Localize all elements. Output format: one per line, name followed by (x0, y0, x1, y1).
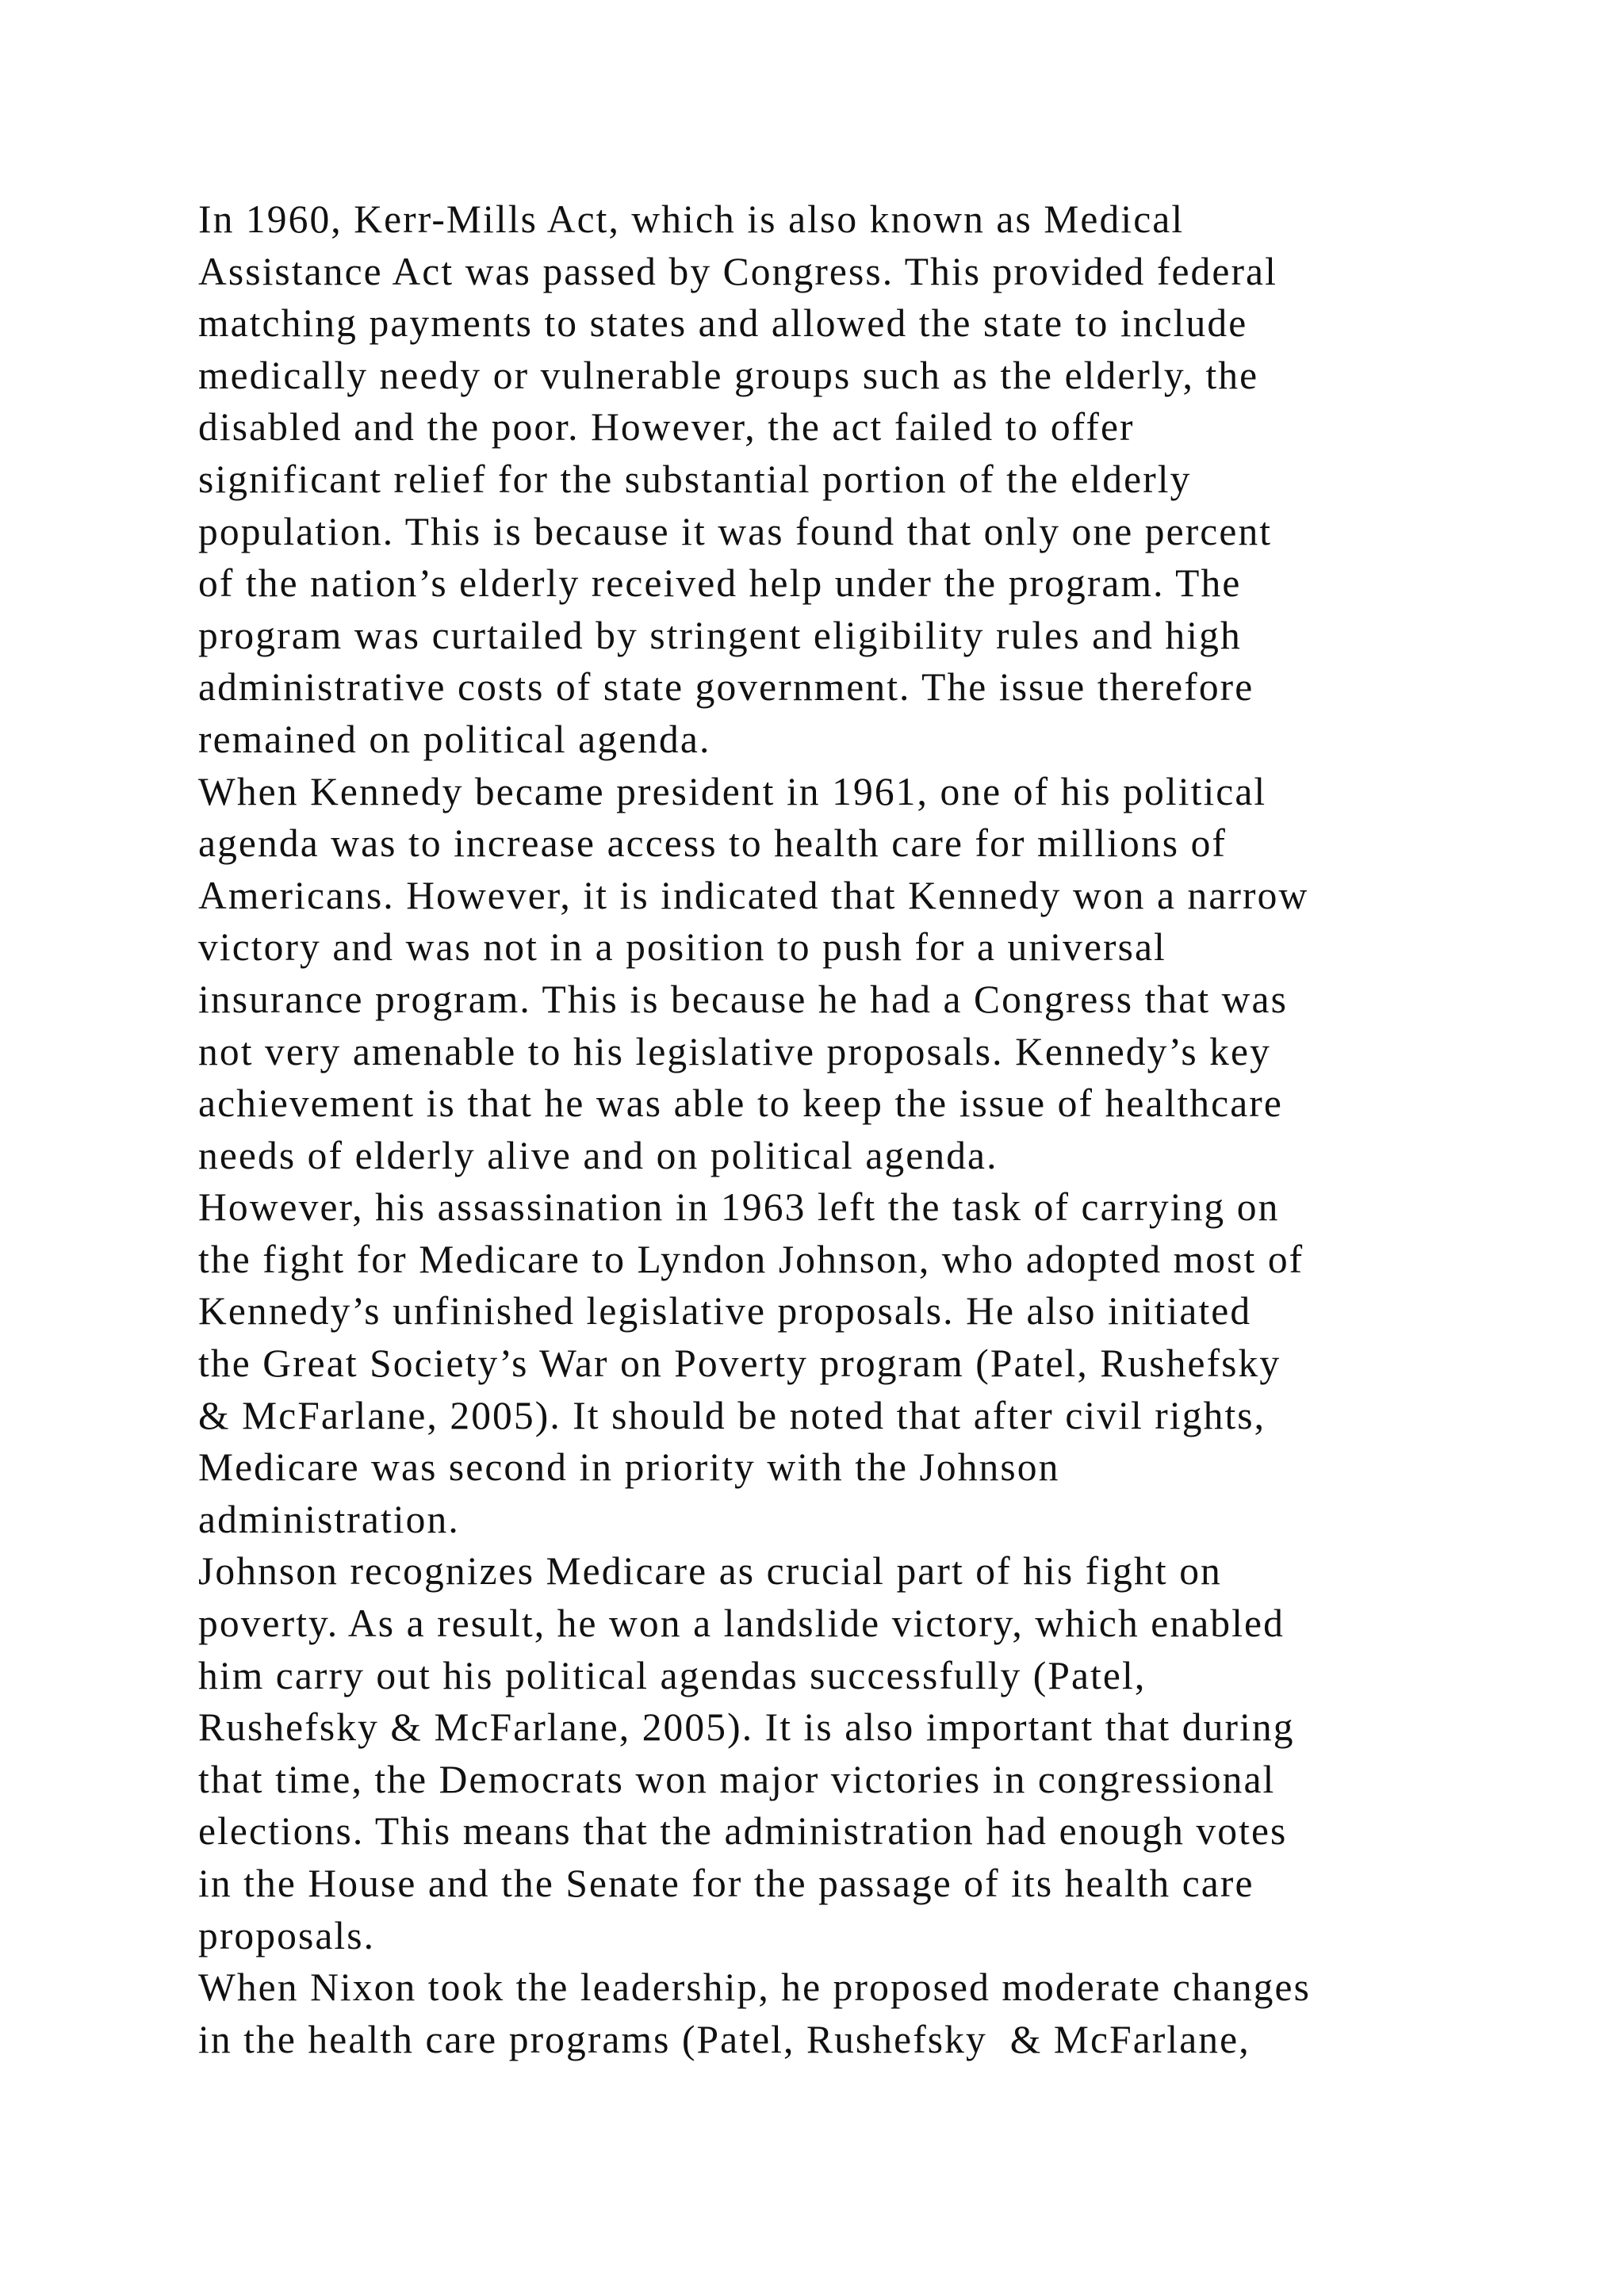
text-line: him carry out his political agendas successfully (Patel, (198, 1653, 1147, 1697)
text-line: population. This is because it was found that only one percent (198, 509, 1273, 553)
text-line: significant relief for the substantial portion of the elderly (198, 457, 1192, 501)
text-line: victory and was not in a position to push for a universal (198, 925, 1166, 970)
text-line: Assistance Act was passed by Congress. This provided federal (198, 249, 1277, 293)
text-line: Americans. However, it is indicated that Kennedy won a narrow (198, 873, 1309, 917)
text-line: elections. This means that the administration had enough votes (198, 1809, 1288, 1854)
text-line: administration. (198, 1497, 460, 1541)
text-line: program was curtailed by stringent eligibility rules and high (198, 613, 1242, 657)
text-line: in the House and the Senate for the passage of its health care (198, 1862, 1254, 1905)
text-line: However, his assassination in 1963 left the task of carrying on (198, 1185, 1280, 1230)
text-line: In 1960, Kerr-Mills Act, which is also known as Medical (198, 197, 1185, 241)
text-line: in the health care programs (Patel, Rushefsky & McFarlane, (198, 2017, 1251, 2061)
text-line: not very amenable to his legislative proposals. Kennedy’s key (198, 1029, 1271, 1073)
text-line: Rushefsky & McFarlane, 2005). It is also important that during (198, 1705, 1295, 1750)
body-text (198, 193, 1499, 2065)
text-line: & McFarlane, 2005). It should be noted that after civil rights, (198, 1393, 1266, 1437)
text-line: matching payments to states and allowed the state to include (198, 301, 1248, 346)
text-line: When Nixon took the leadership, he proposed moderate changes (198, 1965, 1311, 2010)
text-line: medically needy or vulnerable groups such as the elderly, the (198, 353, 1259, 397)
text-line: disabled and the poor. However, the act failed to offer (198, 405, 1135, 450)
text-line: the Great Society’s War on Poverty program (Patel, Rushefsky (198, 1341, 1281, 1386)
text-line: remained on political agenda. (198, 717, 711, 761)
text-line: of the nation’s elderly received help under the program. The (198, 561, 1242, 606)
text-line: that time, the Democrats won major victories in congressional (198, 1757, 1276, 1801)
text-line: Medicare was second in priority with the Johnson (198, 1445, 1060, 1490)
text-line: agenda was to increase access to health care for millions of (198, 821, 1228, 866)
text-line: needs of elderly alive and on political agenda. (198, 1133, 998, 1177)
text-line: poverty. As a result, he won a landslide victory, which enabled (198, 1601, 1285, 1646)
text-line: Kennedy’s unfinished legislative proposals. He also initiated (198, 1289, 1252, 1334)
text-line: administrative costs of state government. The issue therefore (198, 665, 1254, 710)
text-line: When Kennedy became president in 1961, one of his political (198, 769, 1267, 813)
text-line: achievement is that he was able to keep the issue of healthcare (198, 1081, 1283, 1126)
text-line: proposals. (198, 1913, 376, 1957)
text-line: insurance program. This is because he had a Congress that was (198, 977, 1288, 1021)
text-line: the fight for Medicare to Lyndon Johnson, who adopted most of (198, 1237, 1304, 1281)
text-line: Johnson recognizes Medicare as crucial part of his fight on (198, 1549, 1222, 1594)
